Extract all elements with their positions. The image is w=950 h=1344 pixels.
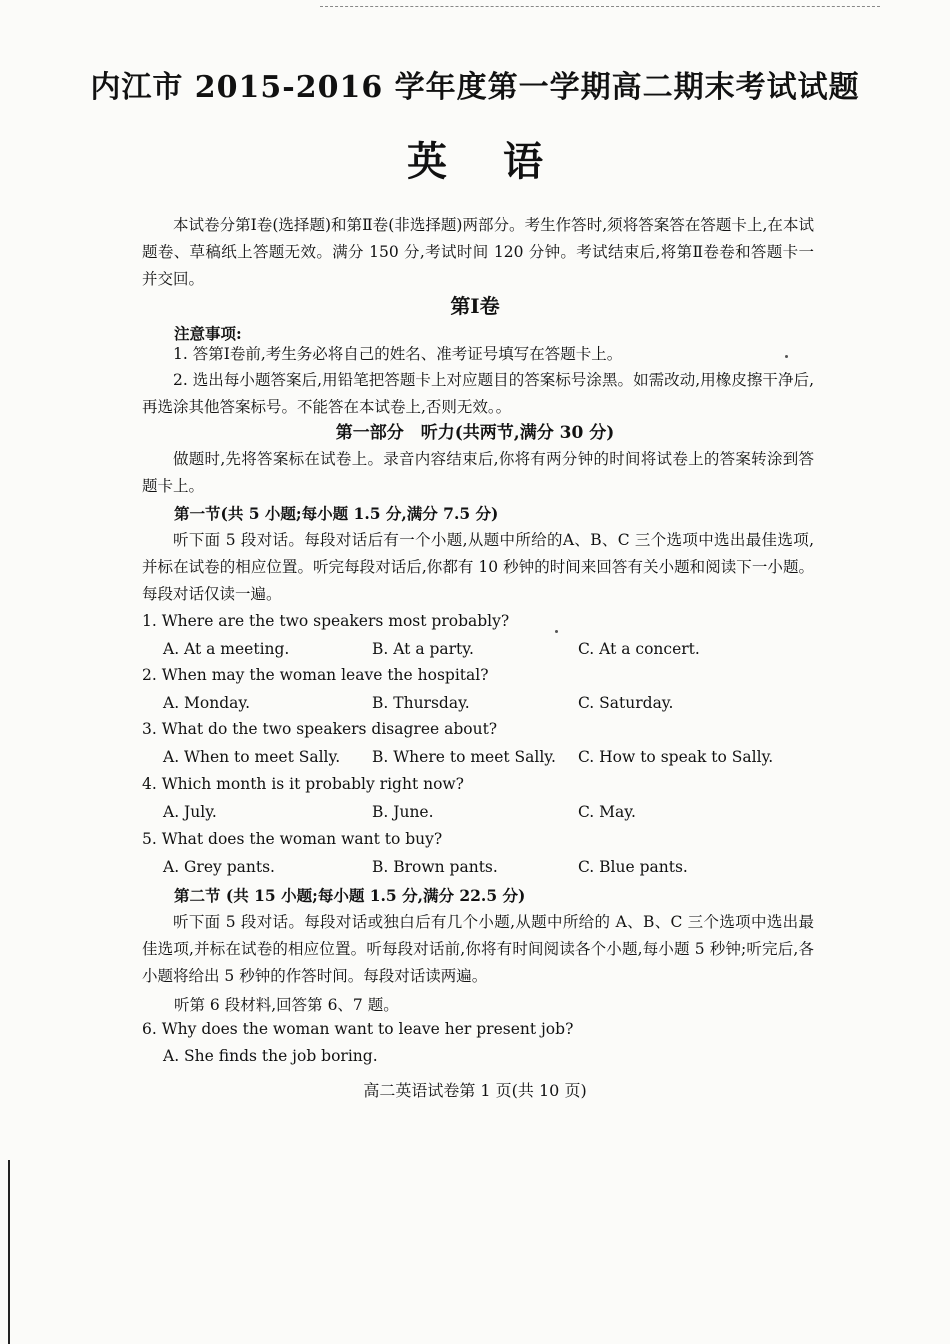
volume-title: 第Ⅰ卷 xyxy=(450,294,500,318)
option-c: C. Saturday. xyxy=(578,694,674,712)
part1-instruction: 做题时,先将答案标在试卷上。录音内容结束后,你将有两分钟的时间将试卷上的答案转涂到答题卡上。 xyxy=(142,450,814,495)
option-c: C. How to speak to Sally. xyxy=(578,748,774,766)
option-b: B. At a party. xyxy=(372,640,474,658)
section2-title: 第二节 (共 15 小题;每小题 1.5 分,满分 22.5 分) xyxy=(174,886,526,905)
option-a: A. She finds the job boring. xyxy=(163,1047,378,1065)
option-b: B. Thursday. xyxy=(372,694,470,712)
part1-title: 第一部分 听力(共两节,满分 30 分) xyxy=(335,423,615,443)
note-item: 2. 选出每小题答案后,用铅笔把答题卡上对应题目的答案标号涂黑。如需改动,用橡皮擦干净后,再选涂其他答案标号。不能答在本试卷上,否则无效。。 xyxy=(142,371,814,416)
section1-title: 第一节(共 5 小题;每小题 1.5 分,满分 7.5 分) xyxy=(174,504,499,523)
option-a: A. Grey pants. xyxy=(163,858,275,876)
page-footer: 高二英语试卷第 1 页(共 10 页) xyxy=(363,1081,587,1100)
section1-instruction: 听下面 5 段对话。每段对话后有一个小题,从题中所给的A、B、C 三个选项中选出最佳选项,并标在试卷的相应位置。听完每段对话后,你都有 10 秒钟的时间来回答有关小题和阅读下一小题。每段对话仅读一遍。 xyxy=(142,531,814,603)
question-stem: 1. Where are the two speakers most probably? xyxy=(142,612,510,630)
subject-title xyxy=(0,130,950,187)
scan-edge-top xyxy=(320,6,880,7)
question-stem: 2. When may the woman leave the hospital? xyxy=(142,666,489,684)
question-stem: 3. What do the two speakers disagree about? xyxy=(142,720,498,738)
question-stem: 5. What does the woman want to buy? xyxy=(142,830,443,848)
note-item: 1. 答第Ⅰ卷前,考生务必将自己的姓名、准考证号填写在答题卡上。 xyxy=(173,345,623,363)
notes-heading: 注意事项: xyxy=(174,324,242,343)
option-a: A. Monday. xyxy=(163,694,251,712)
option-b: B. Where to meet Sally. xyxy=(372,748,556,766)
option-b: B. June. xyxy=(372,803,434,821)
scan-speck xyxy=(555,630,558,633)
material-note: 听第 6 段材料,回答第 6、7 题。 xyxy=(174,996,399,1014)
option-a: A. At a meeting. xyxy=(163,640,290,658)
option-a: A. July. xyxy=(163,803,217,821)
option-c: C. May. xyxy=(578,803,636,821)
option-b: B. Brown pants. xyxy=(372,858,498,876)
subject-char: 语 xyxy=(503,138,543,185)
scan-edge-left xyxy=(8,1160,10,1344)
option-c: C. Blue pants. xyxy=(578,858,688,876)
section2-instruction: 听下面 5 段对话。每段对话或独白后有几个小题,从题中所给的 A、B、C 三个选项中选出最佳选项,并标在试卷的相应位置。听每段对话前,你将有时间阅读各个小题,每小题 5 秒钟;听完后,各小题将给出 5 秒钟的作答时间。每段对话读两遍。 xyxy=(142,913,814,985)
intro-paragraph: 本试卷分第Ⅰ卷(选择题)和第Ⅱ卷(非选择题)两部分。考生作答时,须将答案答在答题卡上,在本试题卷、草稿纸上答题无效。满分 150 分,考试时间 120 分钟。考试结束后,将第Ⅱ卷卷和答题卡一并交回。 xyxy=(142,216,814,288)
exam-title: 内江市 2015-2016 学年度第一学期高二期末考试试题 xyxy=(90,70,860,105)
subject-char: 英 xyxy=(407,138,447,185)
question-stem: 4. Which month is it probably right now? xyxy=(142,775,464,793)
option-a: A. When to meet Sally. xyxy=(163,748,341,766)
option-c: C. At a concert. xyxy=(578,640,700,658)
question-stem: 6. Why does the woman want to leave her present job? xyxy=(142,1020,574,1038)
